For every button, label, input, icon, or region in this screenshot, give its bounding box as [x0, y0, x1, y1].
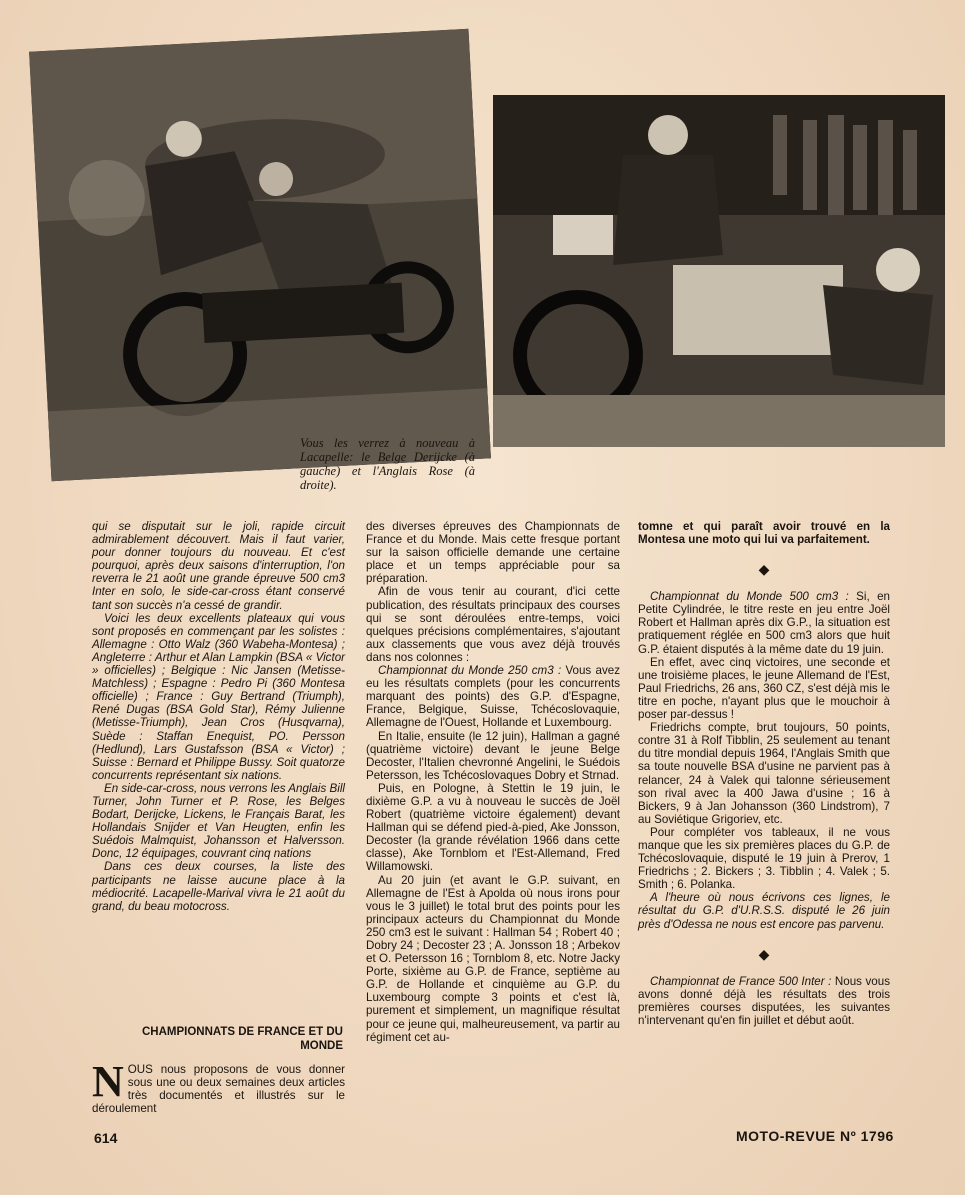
section-heading: CHAMPIONNATS DE FRANCE ET DU MONDE — [141, 1026, 343, 1052]
intro-text: OUS nous proposons de vous donner sous une ou deux semaines deux articles très documentés et illustrés sur le déroulement — [92, 1063, 345, 1116]
paragraph: Friedrichs compte, brut toujours, 50 points, contre 31 à Rolf Tibblin, 25 seulement au tenant du titre mondial depuis 1964, l'Anglais Smith que sa toute nouvelle BSA d'usine ne parvient pas à relancer, 24 à Valek qui talonne sérieusement son rival avec la 400 Jawa d'usine ; 16 à Bickers, 9 à Jan Johansson (360 Lindstrom), 7 au Soviétique Grigoriev, etc. — [638, 721, 890, 826]
paragraph: Afin de vous tenir au courant, d'ici cette publication, des résultats principaux des courses qui se sont déroulées entre-temps, voici quelques précisions complémentaires, s'ajoutant aux classements que vous avez déjà trouvés dans nos colonnes : — [366, 585, 620, 664]
paragraph — [638, 590, 890, 655]
paragraph-lead: Championnat du Monde 500 cm3 : — [650, 590, 849, 604]
sidecar-photo-right — [493, 95, 945, 447]
paragraph: Dans ces deux courses, la liste des participants ne laisse aucune place à la médiocrité. Lacapelle-Marival vivra le 21 août du grand, du beau motocross. — [92, 860, 345, 913]
paragraph: Puis, en Pologne, à Stettin le 19 juin, le dixième G.P. a vu à nouveau le succès de Joël Robert (quatrième victoire également) devant Hallman qui se défend pied-à-pied, Ake Jonsson, Decoster (la grande révélation 1966 dans cette classe), Ake Tornblom et l'Est-Allemand, Fred Willamowski. — [366, 781, 620, 874]
paragraph: Voici les deux excellents plateaux qui vous sont proposés en commençant par les solistes : Allemagne : Otto Walz (360 Wabeha-Montesa) ; Angleterre : Arthur et Alan Lampkin (BSA « Victor » officielles) ; Belgique : Nic Jansen (Metisse-Matchless) ; Espagne : Pedro Pi (360 Montesa officielle) ; France : Guy Bertrand (Triumph), René Dugas (BSA Gold Star), Rémy Julienne (Metisse-Triumph), Jean Cros (Husqvarna), Suède : Staffan Enequist, PO. Persson (Hedlund), Lars Gustafsson (BSA « Victor) ; Suisse : Bernard et Philippe Bussy. Soit quatorze concurrents représentant six nations. — [92, 611, 345, 782]
section-intro — [92, 1057, 345, 1116]
paragraph: qui se disputait sur le joli, rapide circuit admirablement découvert. Mais il faut varier, pour donner toujours du nouveau. Et c'est pourquoi, après deux saisons d'interruption, l'on reverra le 21 août une grande épreuve 500 cm3 Inter en solo, le side-car-cross étant conservé tant son succès n'a cessé de grandir. — [92, 520, 345, 612]
paragraph — [366, 664, 620, 729]
paragraph — [638, 975, 890, 1027]
paragraph-body: Si, en Petite Cylindrée, le titre reste en jeu entre Joël Robert et Hallman après dix G.P., la situation est pratiquement réglée en 500 cm3 alors que huit G.P. étaient disputés à la même date du 19 juin. — [638, 590, 890, 656]
paragraph: tomne et qui paraît avoir trouvé en la Montesa une moto qui lui va parfaitement. — [638, 520, 890, 547]
paragraph-body: Vous avez eu les résultats complets (pour les concurrents marquant des points) des G.P. d'Espagne, France, Belgique, Suisse, Tchécoslovaquie, Allemagne de l'Ouest, Hollande et Luxembourg. — [366, 664, 621, 730]
drop-cap: N — [92, 1057, 124, 1106]
paragraph: En effet, avec cinq victoires, une seconde et une troisième places, le jeune Allemand de l'Est, Paul Friedrichs, 26 ans, 360 CZ, s'est déjà mis le titre en poche, n'ayant plus que le mouchoir à poser par-dessus ! — [638, 655, 890, 722]
paragraph-body: Nous vous avons donné déjà les résultats des trois premières courses disputées, les suivantes n'intervenant qu'en fin juillet et début août. — [638, 974, 890, 1027]
article-column-2 — [366, 520, 620, 1044]
paragraph: En side-car-cross, nous verrons les Anglais Bill Turner, John Turner et P. Rose, les Belges Bodart, Derijcke, Lickens, le Français Barat, les Hollandais Snijder et Van Heugten, enfin les Suédois Malmquist, Johansson et Halversson. Donc, 12 équipages, couvrant cinq nations — [92, 781, 345, 861]
paragraph-lead: Championnat du Monde 250 cm3 : — [378, 664, 562, 678]
paragraph: Au 20 juin (et avant le G.P. suivant, en Allemagne de l'Est à Apolda où nous irons pour vous le 3 juillet) le total brut des points pour les principaux acteurs du Championnat du Monde 250 cm3 est le suivant : Hallman 54 ; Robert 40 ; Dobry 24 ; Decoster 23 ; A. Jonsson 18 ; Arbekov et O. Petersson 16 ; Tornblom 8, etc. Notre Jacky Porte, sixième au G.P. de France, septième au G.P. de Hollande et cinquième au G.P. du Luxembourg compte 3 points et c'est là, purement et simplement, un magnifique résultat pour ce jeune qui, malheureusement, va partir au régiment cet au- — [366, 873, 620, 1044]
diamond-separator: ◆ — [758, 945, 770, 962]
paragraph: A l'heure où nous écrivons ces lignes, le résultat du G.P. d'U.R.S.S. disputé le 26 juin près d'Odessa ne nous est encore pas parvenu. — [638, 891, 890, 931]
photo-caption: Vous les verrez à nouveau à Lacapelle: le Belge Derijcke (à gauche) et l'Anglais Rose (à droite). — [300, 436, 475, 492]
diamond-separator: ◆ — [758, 561, 770, 578]
paragraph: Pour compléter vos tableaux, il ne vous manque que les six premières places du G.P. de Tchécoslovaquie, disputé le 19 juin à Prerov, 1 Friedrichs ; 2. Bickers ; 3. Tibblin ; 4. Valek ; 5. Smith ; 6. Polanka. — [638, 825, 890, 892]
article-column-1 — [92, 520, 345, 913]
paragraph: des diverses épreuves des Championnats de France et du Monde. Mais cette fresque portant sur la saison officielle demande une certaine place et un temps appréciable pour sa préparation. — [366, 520, 620, 586]
page-number: 614 — [94, 1130, 118, 1146]
sidecar-photo-left — [29, 29, 491, 481]
paragraph-lead: Championnat de France 500 Inter : — [650, 974, 832, 988]
magazine-issue: MOTO-REVUE Nº 1796 — [736, 1128, 894, 1144]
article-column-3 — [638, 520, 890, 1027]
paragraph: En Italie, ensuite (le 12 juin), Hallman a gagné (quatrième victoire) devant le jeune Belge Decoster, l'Italien chevronné Angelini, le Suédois Petersson, les Tchécoslovaques Dobry et Strnad. — [366, 729, 620, 782]
